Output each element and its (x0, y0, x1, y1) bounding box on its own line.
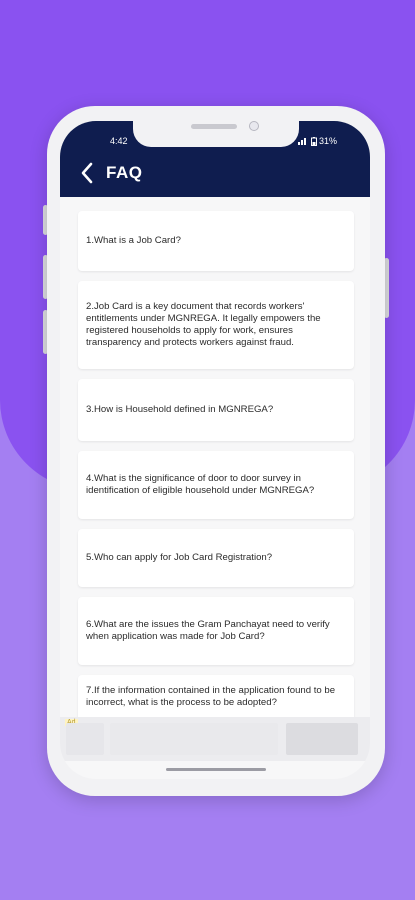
faq-item[interactable] (78, 597, 354, 665)
faq-item-text: 2.Job Card is a key document that records workers' entitlements under MGNREGA. It legally empowers the registered households to apply for work, ensures transparency and protects workers against fraud. (86, 301, 321, 348)
page-title: FAQ (106, 163, 143, 182)
faq-item-text: 5.Who can apply for Job Card Registration? (86, 552, 273, 563)
phone-screen (60, 121, 370, 779)
faq-item[interactable] (78, 379, 354, 441)
camera-notch (133, 121, 299, 147)
ad-content[interactable] (110, 723, 278, 755)
faq-item-text: 6.What are the issues the Gram Panchayat need to verify when application was made for Job Card? (86, 619, 330, 642)
faq-item[interactable] (78, 211, 354, 271)
battery-level: 31% (319, 136, 338, 146)
faq-item[interactable] (78, 451, 354, 519)
front-camera (249, 121, 259, 131)
battery-icon (311, 137, 317, 146)
faq-item[interactable] (78, 675, 354, 717)
faq-list[interactable] (60, 197, 370, 717)
ad-button[interactable] (286, 723, 358, 755)
app-bar (60, 121, 370, 197)
signal-icon (298, 137, 309, 145)
home-indicator[interactable] (166, 768, 266, 771)
faq-item-text: 4.What is the significance of door to door survey in identification of eligible household under MGNREGA? (86, 473, 315, 496)
faq-item[interactable] (78, 529, 354, 587)
faq-item-text: 7.If the information contained in the application found to be incorrect, what is the process to be adopted? (86, 685, 336, 708)
speaker-grille (191, 124, 237, 129)
ad-banner[interactable] (60, 717, 370, 761)
chevron-left-icon[interactable] (78, 161, 98, 185)
status-icons (298, 136, 337, 146)
status-time: 4:42 (110, 136, 128, 146)
faq-item-text: 3.How is Household defined in MGNREGA? (86, 404, 274, 415)
faq-item-text: 1.What is a Job Card? (86, 235, 181, 246)
ad-image[interactable] (66, 723, 104, 755)
faq-item[interactable] (78, 281, 354, 369)
